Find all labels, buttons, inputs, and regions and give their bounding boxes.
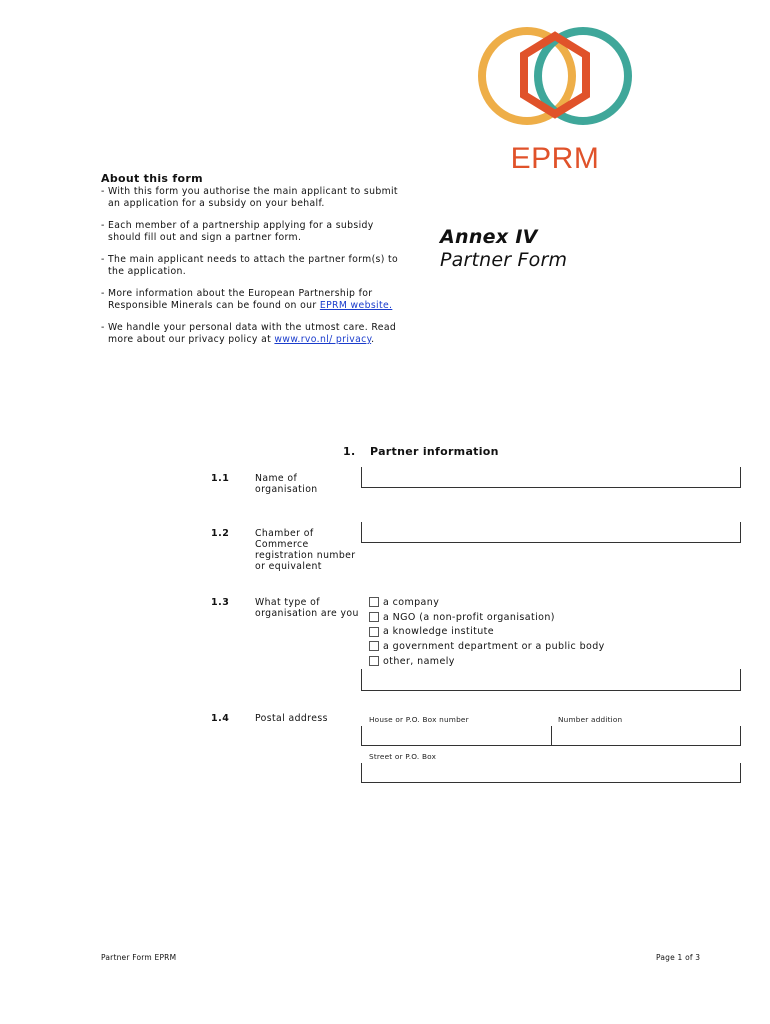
logo-wordmark: EPRM xyxy=(510,142,600,175)
about-title: About this form xyxy=(101,172,203,185)
option-government[interactable] xyxy=(369,639,605,654)
street-field[interactable] xyxy=(361,763,741,783)
section-title: Partner information xyxy=(370,445,499,458)
question-label: Chamber of Commerce registration number or equivalent xyxy=(255,528,356,572)
option-label: other, namely xyxy=(383,655,455,667)
about-item-text: - More information about the European Partnership for Responsible Minerals can be found on our xyxy=(101,288,373,311)
checkbox[interactable] xyxy=(369,627,379,637)
other-type-field[interactable] xyxy=(361,669,741,691)
question-number: 1.3 xyxy=(211,597,230,608)
privacy-link[interactable]: www.rvo.nl/ privacy xyxy=(274,334,372,345)
about-item: - The main applicant needs to attach the partner form(s) to the application. xyxy=(101,254,399,277)
about-item-eprm xyxy=(101,288,401,312)
about-item-text: - We handle your personal data with the utmost care. Read more about our privacy policy at xyxy=(101,322,397,345)
organisation-type-options xyxy=(369,595,605,668)
option-label: a government department or a public body xyxy=(383,640,605,652)
section-heading xyxy=(343,445,499,458)
checkbox[interactable] xyxy=(369,656,379,666)
option-label: a company xyxy=(383,596,440,608)
checkbox[interactable] xyxy=(369,612,379,622)
section-number: 1. xyxy=(343,445,356,458)
annex-title: Annex IV xyxy=(440,226,538,248)
question-number: 1.1 xyxy=(211,473,230,484)
question-label: Name of organisation xyxy=(255,473,318,495)
house-number-label: House or P.O. Box number xyxy=(369,715,469,724)
question-label: What type of organisation are you xyxy=(255,597,359,619)
option-company[interactable] xyxy=(369,595,605,610)
street-label: Street or P.O. Box xyxy=(369,752,437,761)
footer-left: Partner Form EPRM xyxy=(101,953,177,962)
eprm-logo xyxy=(475,24,635,182)
privacy-suffix: . xyxy=(371,334,375,345)
option-label: a NGO (a non-profit organisation) xyxy=(383,611,555,623)
about-item: - Each member of a partnership applying for a subsidy should fill out and sign a partner form. xyxy=(101,220,374,243)
annex-subtitle: Partner Form xyxy=(440,249,568,271)
page-number: Page 1 of 3 xyxy=(656,953,701,962)
number-addition-field[interactable] xyxy=(551,726,741,746)
eprm-logo-icon xyxy=(475,24,635,142)
option-ngo[interactable] xyxy=(369,610,605,625)
question-number: 1.2 xyxy=(211,528,230,539)
house-number-field[interactable] xyxy=(361,726,552,746)
number-addition-label: Number addition xyxy=(558,715,623,724)
question-label: Postal address xyxy=(255,713,328,724)
about-item-privacy xyxy=(101,322,401,346)
option-other[interactable] xyxy=(369,654,605,669)
question-number: 1.4 xyxy=(211,713,230,724)
organisation-name-field[interactable] xyxy=(361,467,741,488)
about-item: - With this form you authorise the main applicant to submit an application for a subsidy on your behalf. xyxy=(101,186,398,209)
eprm-website-link[interactable]: EPRM website. xyxy=(319,300,393,311)
chamber-of-commerce-field[interactable] xyxy=(361,522,741,543)
option-label: a knowledge institute xyxy=(383,626,495,638)
checkbox[interactable] xyxy=(369,597,379,607)
checkbox[interactable] xyxy=(369,641,379,651)
option-knowledge-institute[interactable] xyxy=(369,624,605,639)
about-section xyxy=(101,173,401,356)
annex-heading xyxy=(440,226,567,271)
